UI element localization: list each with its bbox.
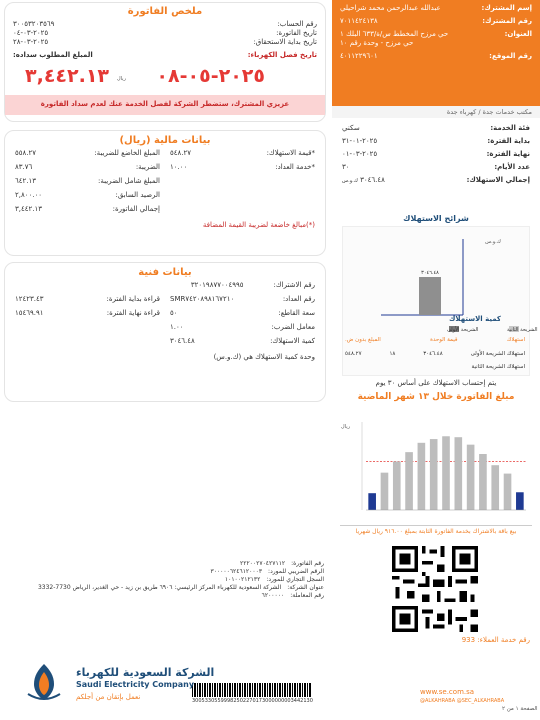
meter-service-row — [170, 163, 315, 172]
factor-row — [170, 323, 315, 332]
period-start-row — [342, 137, 530, 146]
days-row — [342, 163, 530, 172]
account-number: ٣٠٠٥٣٢٠٣٥٦٩ — [13, 20, 55, 28]
factor: ١.٠٠ — [170, 323, 184, 331]
subscription-number: ٣٢٠١٩٨٧٧٠٠٤٩٩٥ — [190, 281, 244, 289]
tax-no-row — [4, 568, 324, 576]
cutoff-label: تاريخ فصل الكهرباء: — [247, 51, 317, 59]
bill-date: ٢٠٢٥-٠٣-٠٤ — [13, 29, 49, 37]
bill-info — [332, 118, 540, 196]
end-read: ١٥٤٦٩.٩١ — [15, 309, 44, 317]
legend-first-label: الشريحة الأولى — [447, 327, 479, 333]
consumption-value-label: *قيمة الاستهلاك: — [266, 149, 315, 157]
slab-row1-price: ١٨ — [389, 351, 396, 357]
customer-number-label: رقم المشترك: — [482, 17, 532, 25]
customer-address-label: العنوان: — [504, 30, 532, 38]
months-bar — [442, 436, 450, 510]
customer-address: حي مرزح المخطط س/ة/٦٣٣ البلك ١ حي مرزح - وحدة رقم ١٠ — [340, 30, 449, 47]
financial-col-left — [15, 149, 160, 219]
unit-note: وحدة كمية الاستهلاك هي (ك.و.س) — [213, 353, 315, 361]
amount-currency: ريال — [117, 76, 126, 82]
slab-chart-title: شرائح الاستهلاك — [403, 214, 469, 223]
technical-col-left — [15, 295, 160, 351]
months-bar — [504, 474, 512, 510]
total-consumption: ٣٠٤٦.٤٨ — [360, 176, 385, 184]
subscription-label: رقم الاشتراك: — [273, 281, 315, 289]
bill-date-label: تاريخ الفاتورة: — [276, 29, 317, 37]
months-bar — [454, 437, 462, 510]
technical-title: بيانات فنية — [138, 267, 192, 278]
start-read-row — [15, 295, 160, 304]
vat-row — [15, 163, 160, 172]
period-end-row — [342, 150, 530, 159]
months-bar — [405, 452, 413, 510]
slab-row1-label: استهلاك الشريحة الأولى — [470, 351, 525, 357]
customer-service-number: رقم خدمة العملاء: 933 — [461, 636, 530, 644]
taxable-row — [15, 149, 160, 158]
tech-consumption-label: كمية الاستهلاك: — [270, 337, 315, 345]
cutoff-date: ٢٠٢٥-٠٥-٠٨ — [156, 65, 265, 87]
months-y-label: ريال — [341, 424, 350, 430]
service-class-label: فئة الخدمة: — [490, 124, 530, 132]
company-address-label: عنوان الشركة: — [287, 584, 324, 591]
consumption-value-row — [170, 149, 315, 158]
cr-row — [4, 576, 324, 584]
customer-location-label: رقم الموقع: — [489, 52, 532, 60]
legend-second-label: الشريحة الثانية — [507, 327, 538, 333]
months-note: بيع باقة بالاشتراك بخدمة الفاتورة الثابتة بمبلغ ٩١٦.٠٠ ريال شهريا — [355, 528, 517, 535]
amount-header-row — [13, 51, 317, 60]
total-incl-label: المبلغ شامل الضريبة: — [98, 177, 160, 185]
months-chart — [340, 418, 532, 526]
meter-service: ١٠.٠٠ — [170, 163, 188, 171]
slab-row-first — [341, 351, 529, 357]
breaker-label: سعة القاطع: — [278, 309, 315, 317]
end-read-label: قراءة نهاية الفترة: — [106, 309, 160, 317]
days-label: عدد الأيام: — [494, 163, 530, 171]
financial-grid — [15, 149, 315, 219]
vat: ٨٣.٧٦ — [15, 163, 33, 171]
financial-title: بيانات مالية (ريال) — [119, 135, 211, 146]
vat-note: (*)مبالغ خاضعة لضريبة القيمة المضافة — [202, 221, 315, 229]
customer-number: ٧٠١١٤٢٤١٣٨ — [340, 17, 378, 25]
months-bar — [491, 465, 499, 510]
slab-row1-amount: ٥٤٨.٢٧ — [345, 351, 362, 357]
cr: ١٠١٠٠٢١٢١٣٢ — [224, 576, 261, 583]
due-start: ٢٠٢٥-٠٣-٢٨ — [13, 38, 49, 46]
bill-summary-title: ملخص الفاتورة — [127, 6, 203, 17]
slab-bar-first — [419, 277, 441, 315]
company-name-ar: الشركة السعودية للكهرباء — [76, 666, 215, 679]
company-address-row — [4, 584, 324, 592]
cutoff-warning: عزيزي المشترك، ستضطر الشركة لفصل الخدمة عنك لعدم سداد الفاتورة — [5, 95, 325, 115]
subscription-row — [15, 281, 315, 290]
technical-col-right — [170, 295, 315, 351]
account-label: رقم الحساب: — [277, 20, 317, 28]
total-consumption-row — [342, 176, 530, 186]
qr-code[interactable] — [388, 542, 482, 636]
days: ٣٠ — [342, 163, 350, 171]
taxable: ٥٥٨.٢٧ — [15, 149, 37, 157]
end-read-row — [15, 309, 160, 318]
slab-header — [341, 337, 529, 343]
taxable-label: المبلغ الخاضع للضريبة: — [94, 149, 160, 157]
months-bar — [467, 445, 475, 510]
months-bar — [516, 492, 524, 510]
bill-total-label: إجمالي الفاتورة: — [112, 205, 160, 213]
breaker-row — [170, 309, 315, 318]
months-bar — [430, 439, 438, 510]
txn-label: رقم المعاملة: — [290, 592, 324, 599]
due-start-label: تاريخ بداية الاستحقاق: — [253, 38, 317, 46]
slab-col-amount: المبلغ بدون ض. — [345, 337, 381, 343]
total-incl-row — [15, 177, 160, 186]
due-start-row — [13, 38, 317, 47]
invoice-no-row — [4, 560, 324, 568]
previous-balance-label: الرصيد السابق: — [115, 191, 160, 199]
social-handles[interactable]: @ALKAHRABA @SEC_ALKAHRABA — [420, 698, 505, 704]
start-read-label: قراءة بداية الفترة: — [106, 295, 160, 303]
tax-no: ٣٠٠٠٠٠٦٢٤٦١٢٠٠٠٣ — [210, 568, 263, 575]
slab-y-label: ك.و.س — [485, 239, 501, 245]
account-row — [13, 20, 317, 29]
company-tagline: نعمل بإتقان من أجلكم — [76, 693, 141, 701]
tax-no-label: الرقم الضريبي للمورد: — [268, 568, 324, 575]
page-number: الصفحة ١ من ٢ — [502, 706, 538, 712]
customer-location-row — [340, 52, 532, 61]
total-consumption-label: إجمالي الاستهلاك: — [466, 176, 530, 184]
service-class: سكني — [342, 124, 360, 132]
total-incl: ٦٤٢.١٣ — [15, 177, 37, 185]
slab-col-consumption: استهلاك — [506, 337, 525, 343]
customer-address-row — [340, 30, 532, 48]
bill-summary-card — [4, 2, 326, 122]
customer-number-row — [340, 17, 532, 26]
breaker: ٥٠ — [170, 309, 178, 317]
months-chart-svg — [340, 418, 532, 526]
company-address: الشركة السعودية للكهرباء المركز الرئيسي: ٦٩٠٦ طريق بن زيد - حي الغدير، الرياض 7730-3332 — [37, 584, 282, 591]
cr-label: السجل التجاري للمورد: — [266, 576, 324, 583]
previous-balance-row — [15, 191, 160, 200]
barcode-number: 30053305599982502270173000000003442130 — [192, 698, 313, 704]
technical-grid — [15, 295, 315, 351]
sec-logo-icon — [20, 660, 68, 704]
meter-number-label: رقم العداد: — [282, 295, 315, 303]
months-bar — [393, 461, 401, 510]
slab-row2-label: استهلاك الشريحة الثانية — [471, 364, 525, 370]
previous-balance: ٢,٨٠٠.٠٠ — [15, 191, 43, 199]
meter-number-row — [170, 295, 315, 304]
period-start-label: بداية الفترة: — [487, 137, 530, 145]
period-end: ٢٠٢٥-٠٣-٠١ — [342, 150, 378, 158]
customer-header — [332, 0, 540, 106]
customer-name-row — [340, 4, 532, 13]
vat-label: الضريبة: — [135, 163, 160, 171]
slab-col-price: قيمة الوحدة — [430, 337, 458, 343]
invoice-details — [4, 560, 324, 600]
total-consumption-unit: ك.و.س — [342, 178, 358, 184]
tech-consumption: ٣٠٤٦.٤٨ — [170, 337, 195, 345]
tech-consumption-row — [170, 337, 315, 346]
invoice-no-label: رقم الفاتورة: — [291, 560, 324, 567]
customer-location: ٤٠١١٢٢٩٦٠١ — [340, 52, 378, 60]
total-consumption-wrap — [342, 176, 422, 186]
period-start: ٢٠٢٥-٠١-٣١ — [342, 137, 378, 145]
company-name-en: Saudi Electricity Company — [76, 680, 195, 689]
months-bar — [479, 454, 487, 510]
amount-required-label: المبلغ المطلوب سداده: — [13, 51, 93, 59]
months-bar — [381, 473, 389, 510]
txn-row — [4, 592, 324, 600]
website-link[interactable]: www.se.com.sa — [420, 688, 475, 696]
txn: ٦٢٠٠٠٠٠ — [261, 592, 285, 599]
bill-date-row — [13, 29, 317, 38]
financial-col-right — [170, 149, 315, 219]
barcode — [192, 683, 312, 697]
months-bar — [368, 493, 376, 510]
customer-name: عبدالله عبدالرحمن محمد شراحيلي — [340, 4, 441, 12]
slab-row1-qty: ٣٠٤٦.٤٨ — [423, 351, 443, 357]
period-end-label: نهاية الفترة: — [486, 150, 530, 158]
qr-code-svg — [388, 542, 482, 636]
invoice-no: ٢٢٢٠٠٢٧٠٤٢٧١١٢ — [240, 560, 286, 567]
service-office: مكتب خدمات جدة / كهرباء جدة — [332, 106, 540, 118]
slab-caption: يتم إحتساب الاستهلاك على أساس ٣٠ يوم — [375, 379, 497, 387]
slab-qty-title: كمية الاستهلاك — [448, 315, 501, 323]
consumption-value: ٥٤٨.٢٧ — [170, 149, 192, 157]
amount-due: ٣,٤٤٢.١٣ — [25, 65, 110, 87]
meter-number: SMR٧٤٢٠٨٩٨١٦٧٢١٠ — [170, 295, 235, 303]
bill-total-row — [15, 205, 160, 214]
months-chart-title: مبلغ الفاتورة خلال ١٣ شهر الماضية — [357, 392, 515, 402]
slab-bar-label: ٣٠٤٦.٤٨ — [421, 270, 439, 276]
start-read: ١٢٤٢٣.٤٣ — [15, 295, 44, 303]
factor-label: معامل الضرب: — [271, 323, 315, 331]
meter-service-label: *خدمة العداد: — [275, 163, 315, 171]
technical-card — [4, 262, 326, 402]
slab-chart — [342, 226, 538, 376]
months-bar — [418, 443, 426, 510]
financial-card — [4, 130, 326, 256]
customer-name-label: إسم المشترك: — [481, 4, 532, 12]
service-class-row — [342, 124, 530, 133]
bill-total: ٣,٤٤٢.١٣ — [15, 205, 43, 213]
